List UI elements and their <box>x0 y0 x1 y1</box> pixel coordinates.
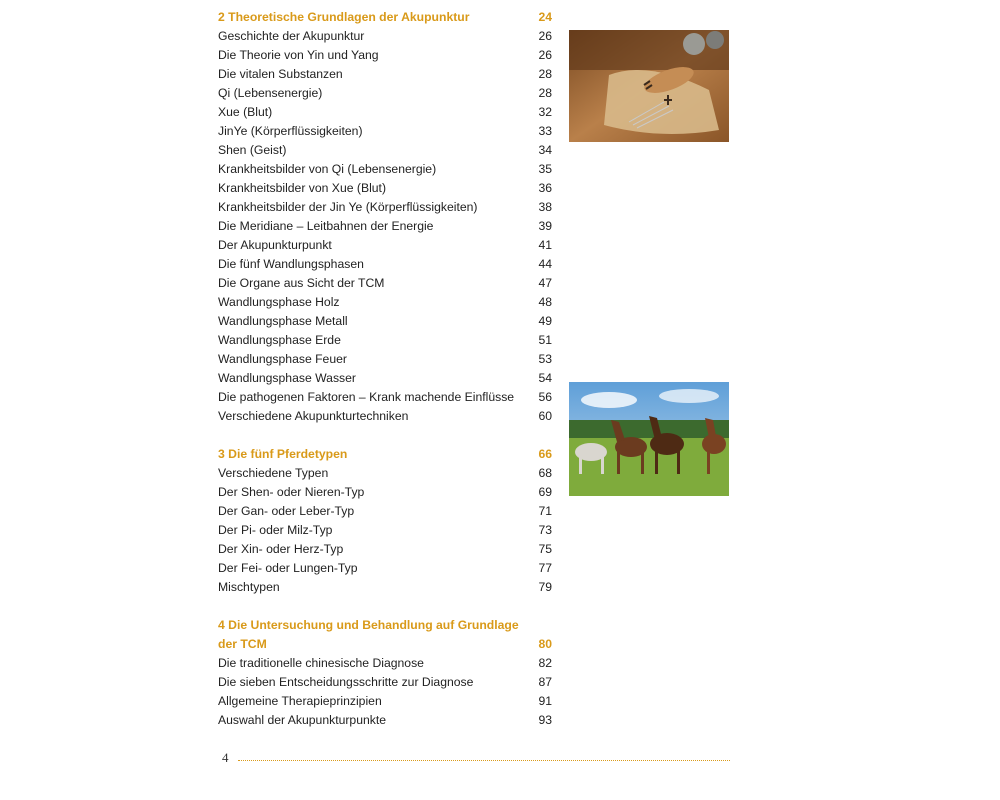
toc-entry-label: Auswahl der Akupunkturpunkte <box>218 713 387 727</box>
toc-entry[interactable] <box>218 65 552 84</box>
toc-entry-label: Mischtypen <box>218 580 280 594</box>
toc-entry[interactable] <box>218 103 552 122</box>
toc-entry-label: Wandlungsphase Feuer <box>218 352 347 366</box>
toc-entry[interactable] <box>218 160 552 179</box>
toc-entry[interactable] <box>218 559 552 578</box>
toc-entry-label: Geschichte der Akupunktur <box>218 29 365 43</box>
toc-entry-label: Die Organe aus Sicht der TCM <box>218 276 385 290</box>
toc-entry-page: 28 <box>538 86 552 100</box>
toc-entry-label: Verschiedene Typen <box>218 466 329 480</box>
toc-entry-label: Die vitalen Substanzen <box>218 67 343 81</box>
chapter-entries <box>218 464 552 597</box>
toc-entry[interactable] <box>218 122 552 141</box>
toc-entry-page: 93 <box>538 713 552 727</box>
chapter-entries <box>218 27 552 426</box>
toc-entry-label: Die pathogenen Faktoren – Krank machende Einflüsse <box>218 390 515 404</box>
toc-entry[interactable] <box>218 654 552 673</box>
toc-entry-page: 47 <box>538 276 552 290</box>
toc-entry-page: 32 <box>538 105 552 119</box>
toc-entry-label: Verschiedene Akupunkturtechniken <box>218 409 409 423</box>
toc-entry-page: 39 <box>538 219 552 233</box>
toc-entry[interactable] <box>218 388 552 407</box>
toc-entry-label: Der Akupunkturpunkt <box>218 238 332 252</box>
toc-entry-page: 28 <box>538 67 552 81</box>
toc-entry[interactable] <box>218 217 552 236</box>
toc-entry[interactable] <box>218 521 552 540</box>
chapter-page: 80 <box>538 637 552 651</box>
chapter-page: 66 <box>538 447 552 461</box>
table-of-contents <box>218 8 552 730</box>
toc-entry[interactable] <box>218 331 552 350</box>
toc-entry-label: Der Shen- oder Nieren-Typ <box>218 485 365 499</box>
toc-entry[interactable] <box>218 274 552 293</box>
toc-entry[interactable] <box>218 673 552 692</box>
toc-entry[interactable] <box>218 236 552 255</box>
chapter-title: 2 Theoretische Grundlagen der Akupunktur <box>218 10 470 24</box>
toc-entry[interactable] <box>218 578 552 597</box>
toc-entry-label: Wandlungsphase Wasser <box>218 371 356 385</box>
toc-entry-page: 35 <box>538 162 552 176</box>
toc-entry-label: Shen (Geist) <box>218 143 287 157</box>
toc-entry-page: 91 <box>538 694 552 708</box>
chapter-heading[interactable] <box>218 445 552 464</box>
toc-entry-label: Der Xin- oder Herz-Typ <box>218 542 344 556</box>
toc-entry[interactable] <box>218 350 552 369</box>
chapter-heading[interactable] <box>218 616 552 654</box>
toc-entry-page: 33 <box>538 124 552 138</box>
toc-entry-page: 77 <box>538 561 552 575</box>
toc-entry[interactable] <box>218 692 552 711</box>
toc-entry[interactable] <box>218 711 552 730</box>
toc-entry-page: 73 <box>538 523 552 537</box>
chapter-heading[interactable] <box>218 8 552 27</box>
toc-entry-label: Die traditionelle chinesische Diagnose <box>218 656 424 670</box>
toc-entry-label: Krankheitsbilder der Jin Ye (Körperflüssigkeiten) <box>218 200 478 214</box>
toc-entry-label: Die Meridiane – Leitbahnen der Energie <box>218 219 434 233</box>
toc-entry[interactable] <box>218 293 552 312</box>
chapter-title-line1: 4 Die Untersuchung und Behandlung auf Grundlage <box>218 618 519 632</box>
toc-entry[interactable] <box>218 312 552 331</box>
toc-entry[interactable] <box>218 464 552 483</box>
toc-entry-page: 54 <box>538 371 552 385</box>
toc-entry-page: 26 <box>538 48 552 62</box>
dotted-rule <box>238 760 730 761</box>
toc-entry[interactable] <box>218 255 552 274</box>
acupuncture-tools-photo <box>569 30 729 142</box>
toc-entry-page: 49 <box>538 314 552 328</box>
page-footer <box>222 750 730 770</box>
toc-entry-page: 87 <box>538 675 552 689</box>
toc-entry[interactable] <box>218 540 552 559</box>
toc-entry-page: 38 <box>538 200 552 214</box>
chapter-title-line2: der TCM <box>218 637 267 651</box>
toc-entry-label: Die sieben Entscheidungsschritte zur Diagnose <box>218 675 474 689</box>
toc-entry[interactable] <box>218 179 552 198</box>
toc-entry-page: 36 <box>538 181 552 195</box>
toc-entry-page: 71 <box>538 504 552 518</box>
toc-entry[interactable] <box>218 407 552 426</box>
toc-entry[interactable] <box>218 27 552 46</box>
toc-entry-page: 51 <box>538 333 552 347</box>
toc-entry-page: 60 <box>538 409 552 423</box>
toc-entry[interactable] <box>218 84 552 103</box>
chapter-entries <box>218 654 552 730</box>
toc-entry-label: Die fünf Wandlungsphasen <box>218 257 364 271</box>
toc-entry-label: Wandlungsphase Holz <box>218 295 340 309</box>
toc-entry-page: 34 <box>538 143 552 157</box>
toc-entry-label: Qi (Lebensenergie) <box>218 86 323 100</box>
toc-entry-label: Xue (Blut) <box>218 105 273 119</box>
toc-entry-label: Wandlungsphase Metall <box>218 314 348 328</box>
toc-entry-page: 44 <box>538 257 552 271</box>
toc-entry-label: Krankheitsbilder von Xue (Blut) <box>218 181 387 195</box>
toc-entry-label: Der Pi- oder Milz-Typ <box>218 523 333 537</box>
toc-entry-page: 26 <box>538 29 552 43</box>
toc-entry-label: Der Gan- oder Leber-Typ <box>218 504 355 518</box>
toc-entry-page: 56 <box>538 390 552 404</box>
toc-entry-label: Wandlungsphase Erde <box>218 333 341 347</box>
toc-entry[interactable] <box>218 369 552 388</box>
toc-entry[interactable] <box>218 502 552 521</box>
toc-entry-label: Der Fei- oder Lungen-Typ <box>218 561 358 575</box>
toc-entry-page: 75 <box>538 542 552 556</box>
horses-meadow-photo <box>569 382 729 496</box>
toc-entry-label: JinYe (Körperflüssigkeiten) <box>218 124 363 138</box>
toc-entry[interactable] <box>218 198 552 217</box>
toc-entry-label: Die Theorie von Yin und Yang <box>218 48 379 62</box>
toc-entry[interactable] <box>218 483 552 502</box>
toc-entry-page: 68 <box>538 466 552 480</box>
toc-entry[interactable] <box>218 46 552 65</box>
toc-entry-label: Allgemeine Therapieprinzipien <box>218 694 382 708</box>
toc-entry-page: 48 <box>538 295 552 309</box>
toc-entry-page: 41 <box>538 238 552 252</box>
toc-entry-label: Krankheitsbilder von Qi (Lebensenergie) <box>218 162 437 176</box>
toc-entry-page: 69 <box>538 485 552 499</box>
toc-entry-page: 79 <box>538 580 552 594</box>
chapter-title: 3 Die fünf Pferdetypen <box>218 447 348 461</box>
chapter-page: 24 <box>538 10 552 24</box>
toc-entry-page: 53 <box>538 352 552 366</box>
page-number: 4 <box>222 750 229 765</box>
toc-entry[interactable] <box>218 141 552 160</box>
toc-entry-page: 82 <box>538 656 552 670</box>
